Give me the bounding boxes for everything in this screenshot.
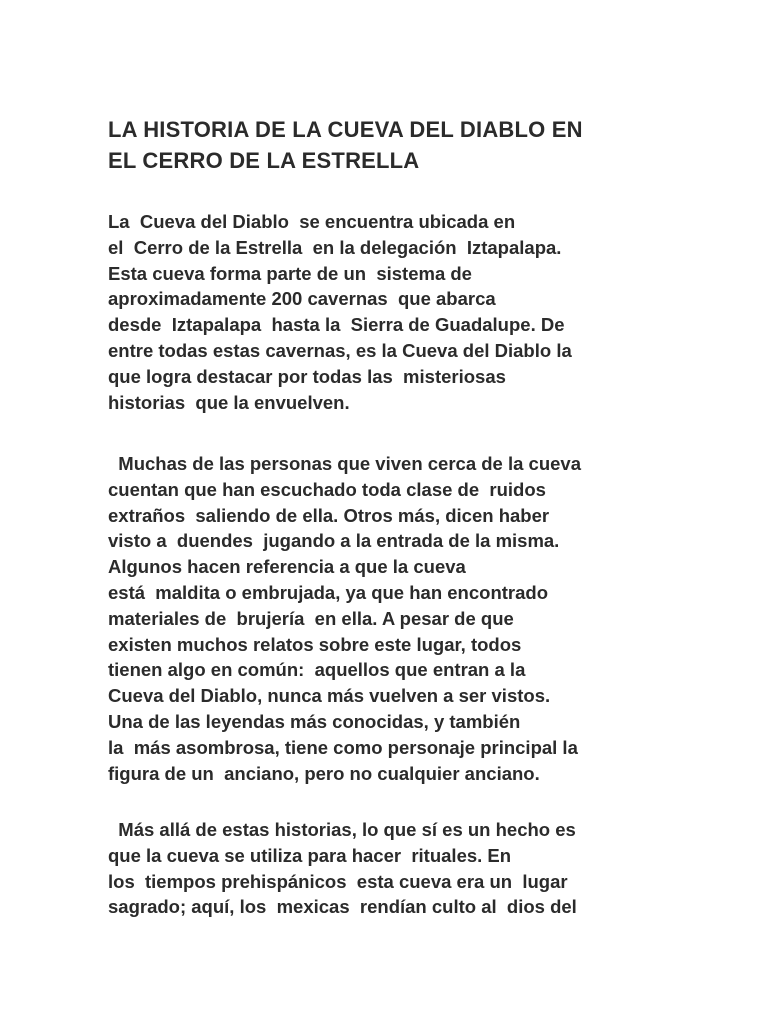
text-line: entre todas estas cavernas, es la Cueva del Diablo la bbox=[108, 339, 572, 361]
paragraph-legends bbox=[108, 451, 748, 786]
text-line: Esta cueva forma parte de un sistema de bbox=[108, 262, 472, 284]
text-line: está maldita o embrujada, ya que han encontrado bbox=[108, 581, 548, 603]
text-line: Muchas de las personas que viven cerca de la cueva bbox=[108, 453, 582, 474]
text-line: Más allá de estas historias, lo que sí es un hecho es bbox=[108, 819, 576, 840]
text-line: cuentan que han escuchado toda clase de ruidos bbox=[108, 478, 546, 500]
text-line: La Cueva del Diablo se encuentra ubicada en bbox=[108, 211, 516, 232]
text-line: aproximadamente 200 cavernas que abarca bbox=[108, 288, 496, 310]
text-line: visto a duendes jugando a la entrada de la misma. bbox=[108, 530, 560, 552]
text-line: Cueva del Diablo, nunca más vuelven a ser vistos. bbox=[108, 685, 551, 707]
text-line: que logra destacar por todas las misteriosas bbox=[108, 365, 506, 387]
text-line: existen muchos relatos sobre este lugar, todos bbox=[108, 633, 522, 655]
text-line: Algunos hacen referencia a que la cueva bbox=[108, 556, 466, 578]
text-line: Una de las leyendas más conocidas, y también bbox=[108, 710, 521, 732]
text-line: extraños saliendo de ella. Otros más, dicen haber bbox=[108, 504, 550, 526]
text-line: desde Iztapalapa hasta la Sierra de Guadalupe. De bbox=[108, 314, 565, 336]
paragraph-rituals bbox=[108, 817, 748, 920]
text-line: los tiempos prehispánicos esta cueva era un lugar bbox=[108, 870, 568, 892]
document-title bbox=[108, 114, 728, 176]
title-line: LA HISTORIA DE LA CUEVA DEL DIABLO EN bbox=[108, 117, 583, 142]
text-line: el Cerro de la Estrella en la delegación Iztapalapa. bbox=[108, 236, 562, 258]
text-line: figura de un anciano, pero no cualquier anciano. bbox=[108, 762, 540, 784]
text-line: que la cueva se utiliza para hacer rituales. En bbox=[108, 844, 512, 866]
title-line: EL CERRO DE LA ESTRELLA bbox=[108, 148, 420, 173]
text-line: la más asombrosa, tiene como personaje principal la bbox=[108, 736, 578, 758]
text-line: tienen algo en común: aquellos que entran a la bbox=[108, 659, 526, 681]
paragraph-intro bbox=[108, 209, 748, 415]
text-line: sagrado; aquí, los mexicas rendían culto al dios del bbox=[108, 896, 577, 918]
text-line: historias que la envuelven. bbox=[108, 391, 350, 413]
text-line: materiales de brujería en ella. A pesar de que bbox=[108, 607, 514, 629]
